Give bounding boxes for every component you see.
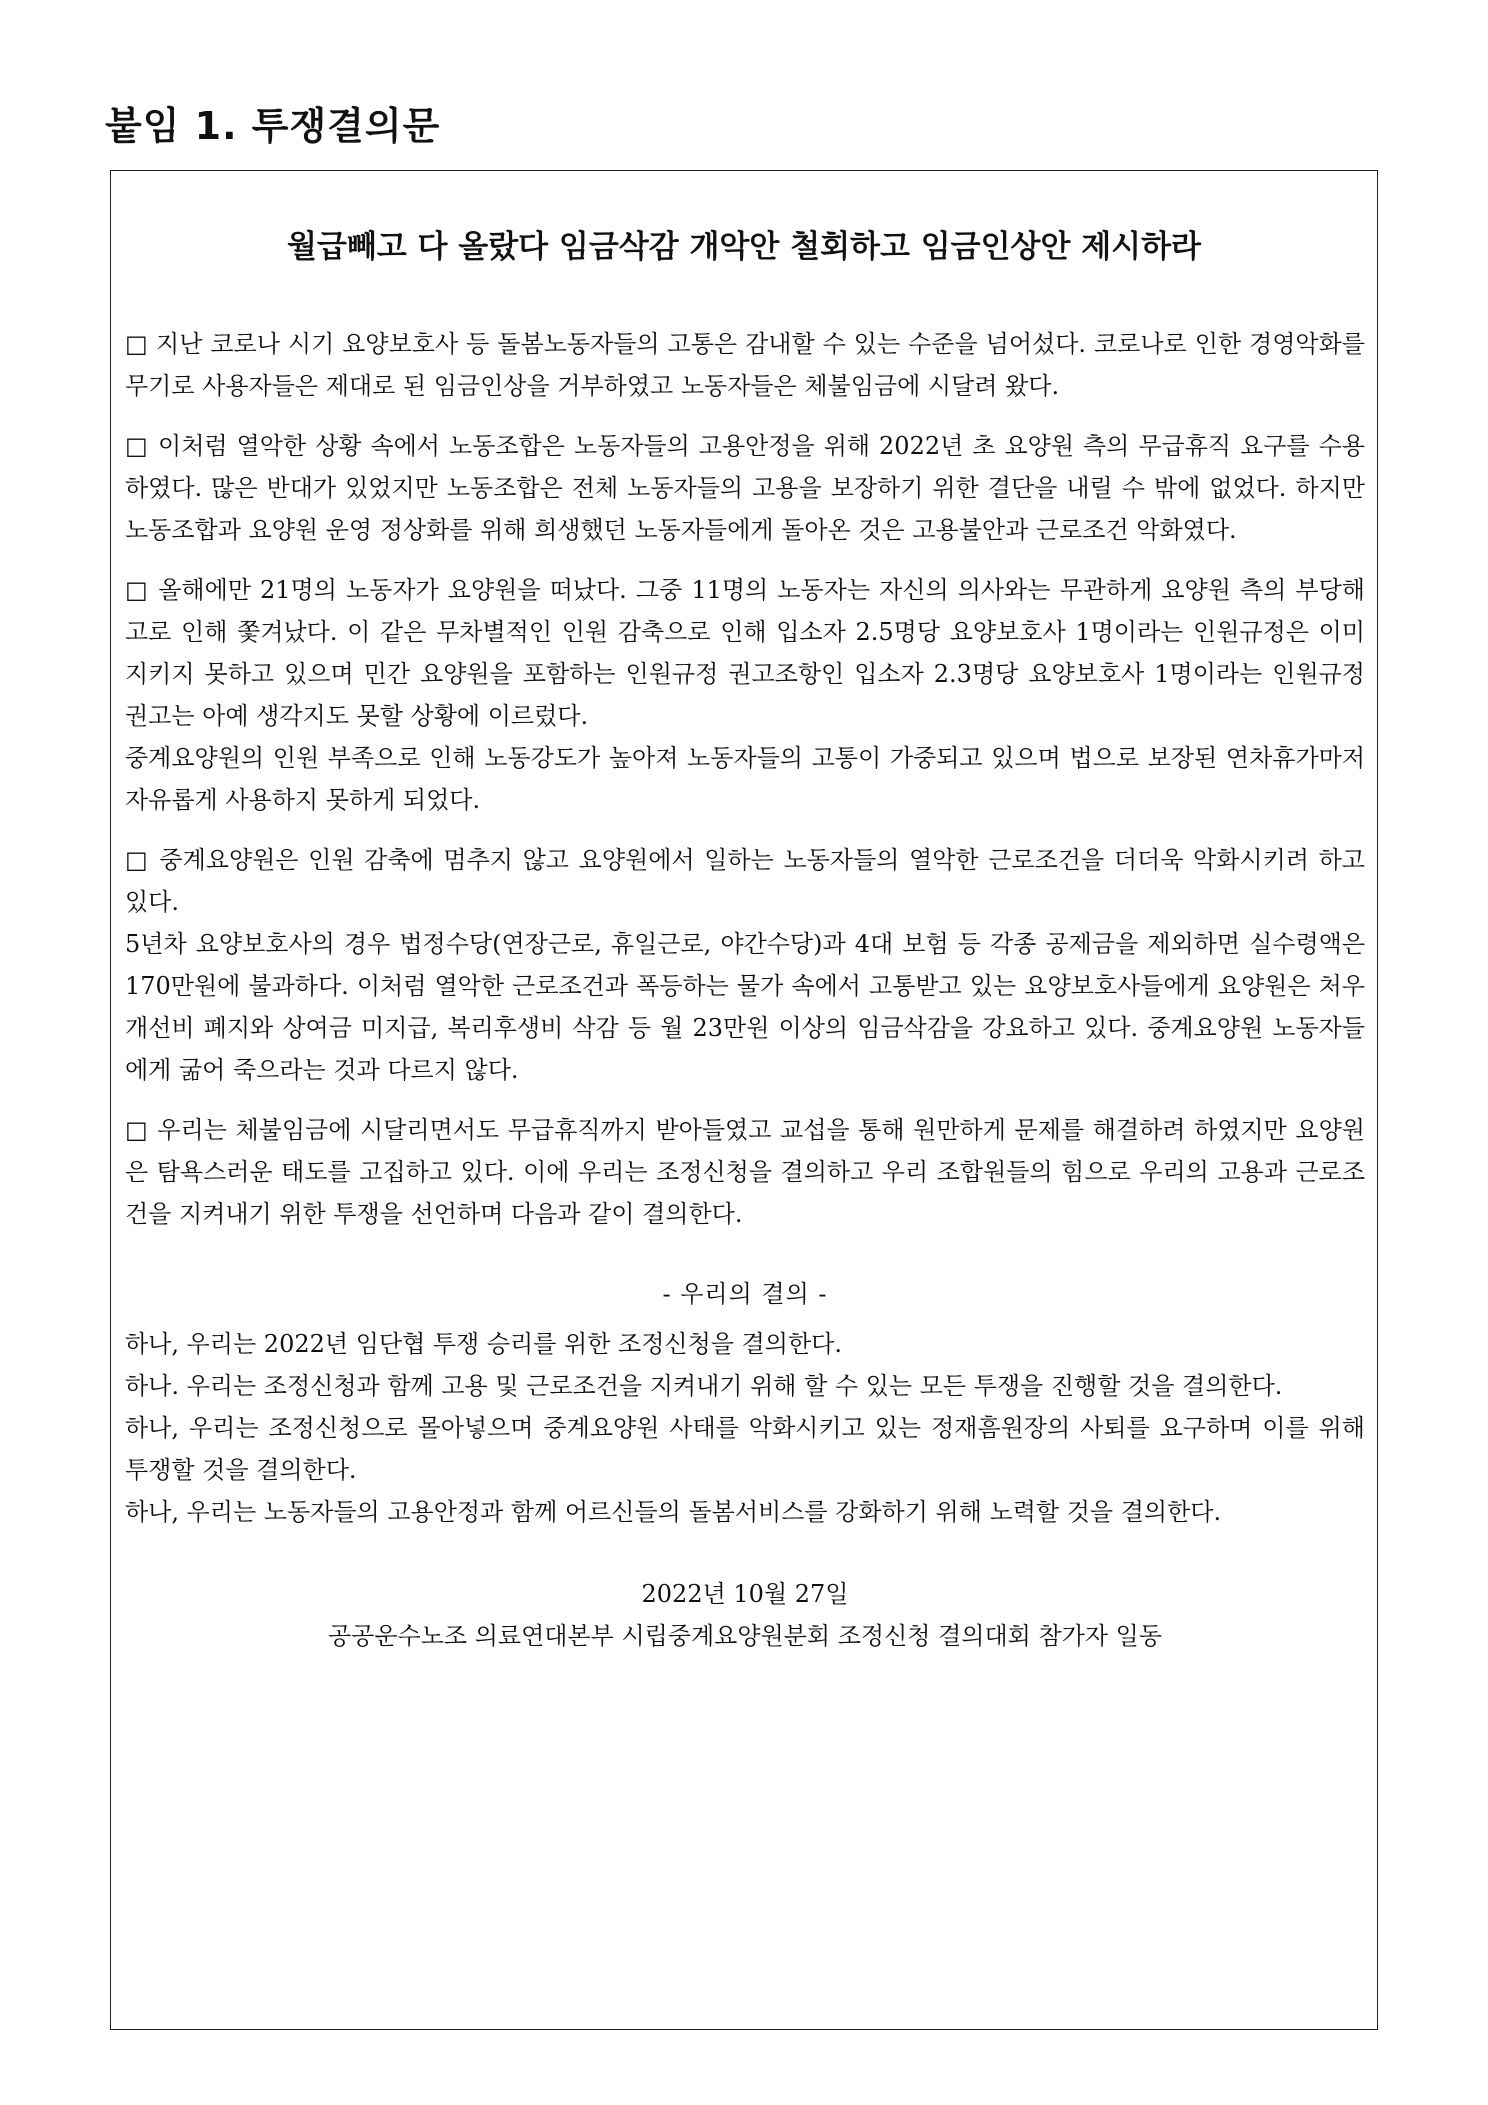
paragraph-text-continued: 5년차 요양보호사의 경우 법정수당(연장근로, 휴일근로, 야간수당)과 4대 보험 등 각종 공제금을 제외하면 실수령액은 170만원에 불과하다. 이처럼 열악한 근로조건과 폭등하는 물가 속에서 고통받고 있는 요양보호사들에게 요양원은 처우개선비 폐지와 상여금 미지급, 복리후생비 삭감 등 월 23만원 이상의 임금삭감을 강요하고 있다. 중계요양원 노동자들에게 굶어 죽으라는 것과 다르지 않다. [125, 930, 1365, 1084]
resolution-document-box [110, 170, 1378, 2030]
resolution-item: 하나. 우리는 조정신청과 함께 고용 및 근로조건을 지켜내기 위해 할 수 있는 모든 투쟁을 진행할 것을 결의한다. [125, 1372, 1283, 1400]
checkbox-bullet-icon: □ [125, 1116, 149, 1144]
paragraph-text: 지난 코로나 시기 요양보호사 등 돌봄노동자들의 고통은 감내할 수 있는 수준을 넘어섰다. 코로나로 인한 경영악화를 무기로 사용자들은 제대로 된 임금인상을 거부하였고 노동자들은 체불임금에 시달려 왔다. [125, 330, 1365, 400]
document-body [125, 323, 1365, 1657]
document-title: 월급빼고 다 올랐다 임금삭감 개악안 철회하고 임금인상안 제시하라 [286, 229, 1202, 265]
paragraph-text: 중계요양원은 인원 감축에 멈추지 않고 요양원에서 일하는 노동자들의 열악한 근로조건을 더더욱 악화시키려 하고 있다. [125, 846, 1365, 916]
paragraph-3 [125, 569, 1365, 821]
checkbox-bullet-icon: □ [125, 846, 150, 874]
paragraph-2 [125, 425, 1365, 551]
checkbox-bullet-icon: □ [125, 330, 149, 358]
checkbox-bullet-icon: □ [125, 432, 150, 460]
signer-line: 공공운수노조 의료연대본부 시립중계요양원분회 조정신청 결의대회 참가자 일동 [327, 1622, 1163, 1650]
closing-block [125, 1573, 1365, 1657]
resolution-item: 하나, 우리는 조정신청으로 몰아넣으며 중계요양원 사태를 악화시키고 있는 정재흠원장의 사퇴를 요구하며 이를 위해 투쟁할 것을 결의한다. [125, 1414, 1365, 1484]
attachment-heading: 붙임 1. 투쟁결의문 [105, 104, 441, 148]
resolution-header: - 우리의 결의 - [662, 1280, 828, 1308]
paragraph-5 [125, 1109, 1365, 1235]
paragraph-text: 올해에만 21명의 노동자가 요양원을 떠났다. 그중 11명의 노동자는 자신의 의사와는 무관하게 요양원 측의 부당해고로 인해 쫓겨났다. 이 같은 무차별적인 인원 감축으로 인해 입소자 2.5명당 요양보호사 1명이라는 인원규정은 이미 지키지 못하고 있으며 민간 요양원을 포함하는 인원규정 권고조항인 입소자 2.3명당 요양보호사 1명이라는 인원규정 권고는 아예 생각지도 못할 상황에 이르렀다. [125, 576, 1365, 730]
resolution-item: 하나, 우리는 노동자들의 고용안정과 함께 어르신들의 돌봄서비스를 강화하기 위해 노력할 것을 결의한다. [125, 1498, 1222, 1526]
checkbox-bullet-icon: □ [125, 576, 150, 604]
paragraph-text: 이처럼 열악한 상황 속에서 노동조합은 노동자들의 고용안정을 위해 2022년 초 요양원 측의 무급휴직 요구를 수용하였다. 많은 반대가 있었지만 노동조합은 전체 노동자들의 고용을 보장하기 위한 결단을 내릴 수 밖에 없었다. 하지만 노동조합과 요양원 운영 정상화를 위해 희생했던 노동자들에게 돌아온 것은 고용불안과 근로조건 악화였다. [125, 432, 1365, 544]
paragraph-text: 우리는 체불임금에 시달리면서도 무급휴직까지 받아들였고 교섭을 통해 원만하게 문제를 해결하려 하였지만 요양원은 탐욕스러운 태도를 고집하고 있다. 이에 우리는 조정신청을 결의하고 우리 조합원들의 힘으로 우리의 고용과 근로조건을 지켜내기 위한 투쟁을 선언하며 다음과 같이 결의한다. [125, 1116, 1365, 1228]
document-date: 2022년 10월 27일 [641, 1580, 849, 1608]
paragraph-1 [125, 323, 1365, 407]
resolution-item: 하나, 우리는 2022년 임단협 투쟁 승리를 위한 조정신청을 결의한다. [125, 1330, 842, 1358]
paragraph-text-continued: 중계요양원의 인원 부족으로 인해 노동강도가 높아져 노동자들의 고통이 가중되고 있으며 법으로 보장된 연차휴가마저 자유롭게 사용하지 못하게 되었다. [125, 744, 1365, 814]
paragraph-4 [125, 839, 1365, 1091]
